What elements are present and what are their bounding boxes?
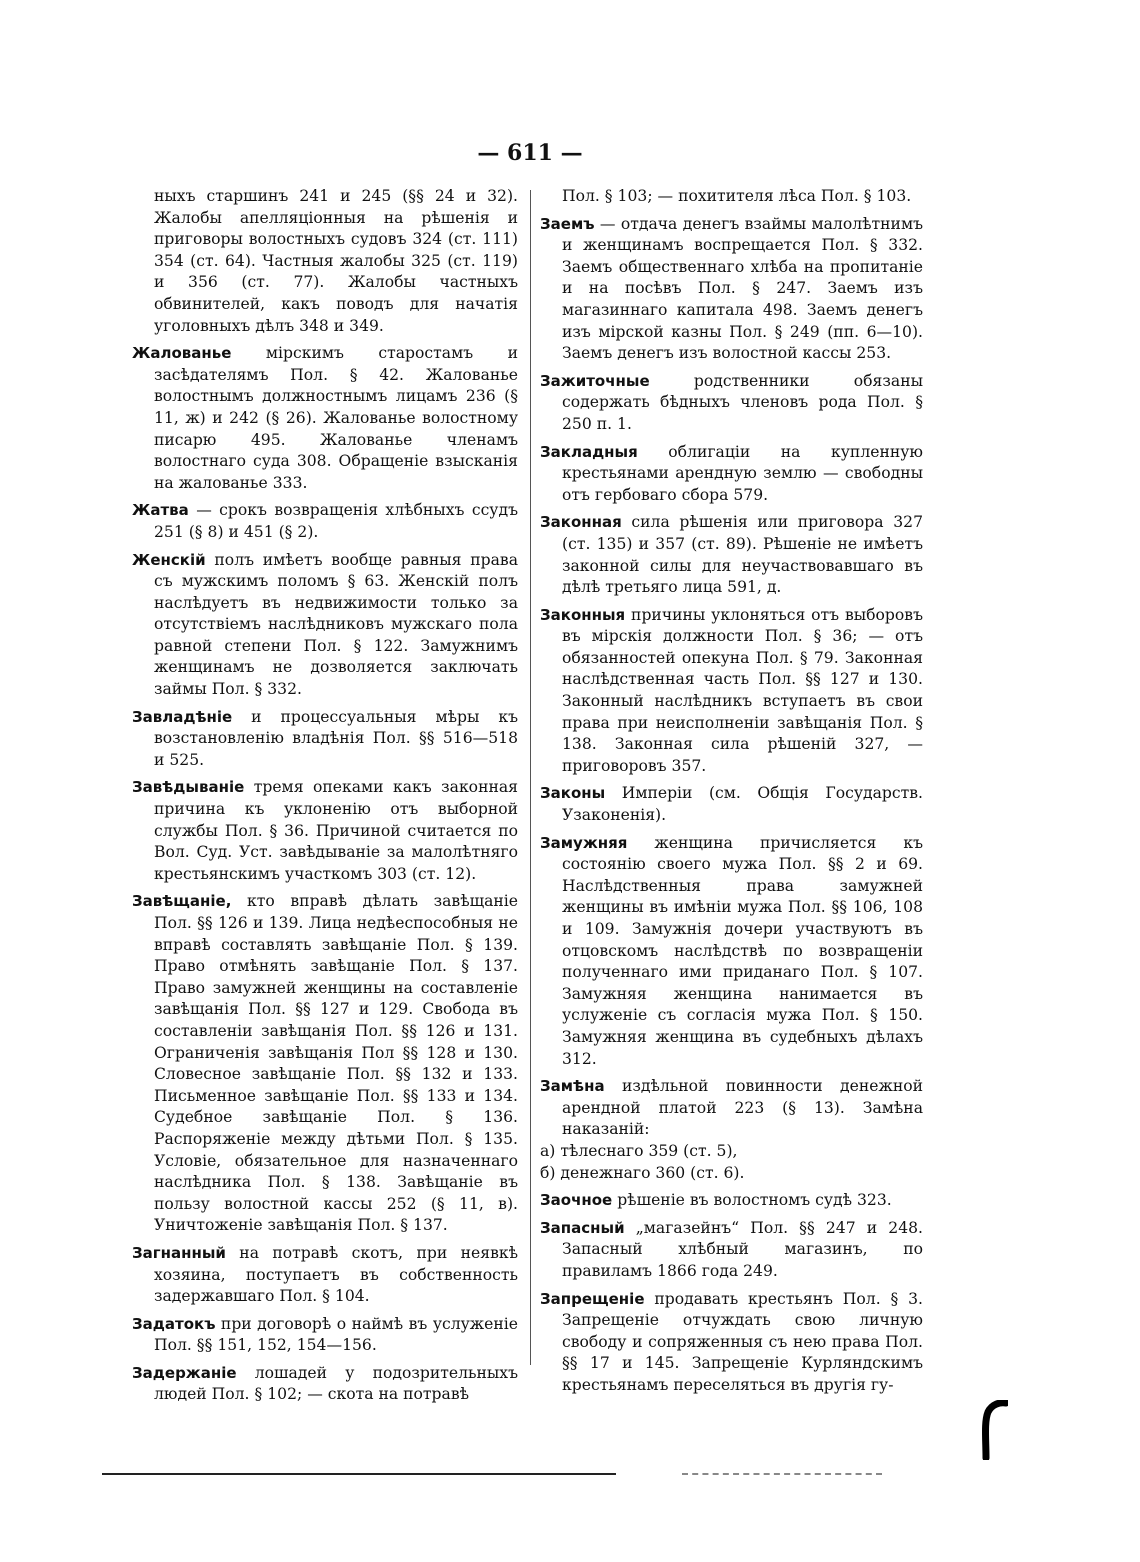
index-entry: [540, 214, 923, 365]
entry-headword: Жатва: [132, 501, 189, 520]
entry-headword: Заочное: [540, 1191, 613, 1210]
entry-text: и процессуальныя мѣры къ возстановленію владѣнія Пол. §§ 516—518 и 525.: [154, 707, 518, 769]
entry-text: при договорѣ о наймѣ въ услуженіе Пол. §§ 151, 152, 154—156.: [154, 1314, 518, 1355]
entry-headword: Зажиточные: [540, 371, 650, 390]
entry-text: — отдача денегъ взаймы малолѣтнимъ и женщинамъ воспрещается Пол. § 332. Заемъ общественнаго хлѣба на пропитаніе и на посѣвъ Пол. § 247. Заемъ изъ магазиннаго капитала 498. Заемъ денегъ изъ мірской казны Пол. § 249 (пп. 6—10). Заемъ денегъ изъ волостной кассы 253.: [562, 214, 923, 363]
right-continuation: Пол. § 103; — похитителя лѣса Пол. § 103.: [562, 187, 912, 205]
entry-text: издѣльной повинности денежной арендной платой 223 (§ 13). Замѣна наказаній:: [562, 1077, 923, 1139]
index-entry: [132, 777, 518, 885]
entry-text: сила рѣшенія или приговора 327 (ст. 135) и 357 (ст. 89). Рѣшеніе не имѣетъ законной силы для неучаствовавшаго въ дѣлѣ третьяго лица 591, д.: [562, 513, 923, 597]
entry-headword: Задатокъ: [132, 1314, 216, 1333]
entry-text: полъ имѣетъ вообще равныя права съ мужскимъ поломъ § 63. Женскій полъ наслѣдуетъ въ недвижимости только за отсутствіемъ наслѣдниковъ мужскаго пола равной степени Пол. § 122. Замужнимъ женщинамъ не дозволяется заключать займы Пол. § 332.: [154, 550, 518, 699]
entry-text: причины уклоняться отъ выборовъ въ мірскія должности Пол. § 36; — отъ обязанностей опекуна Пол. § 79. Законная наслѣдственная часть Пол. §§ 127 и 130. Законный наслѣдникъ вступаетъ въ свои права при неисполненіи завѣщанія Пол. § 138. Законная сила рѣшеній 327, — приговоровъ 357.: [562, 605, 923, 775]
entry-text: мірскимъ старостамъ и засѣдателямъ Пол. § 42. Жалованье волостнымъ должностнымъ лицамъ 236 (§ 11, ж) и 242 (§ 26). Жалованье волостному писарю 495. Жалованье членамъ волостнаго суда 308. Обращеніе взысканія на жалованье 333.: [154, 344, 518, 492]
entry-headword: Завладѣніе: [132, 707, 233, 726]
left-continuation: ныхъ старшинъ 241 и 245 (§§ 24 и 32). Жалобы апелляціонныя на рѣшенія и приговоры волостныхъ судовъ 324 (ст. 111) 354 (ст. 64). Частныя жалобы 325 (ст. 119) и 356 (ст. 77). Жалобы частныхъ обвинителей, какъ поводъ для начатія уголовныхъ дѣлъ 348 и 349.: [154, 187, 518, 335]
entry-text: женщина причисляется къ состоянію своего мужа Пол. §§ 2 и 69. Наслѣдственныя права замужней женщины въ имѣніи мужа Пол. §§ 106, 108 и 109. Замужнія дочери участвуютъ въ отцовскомъ наслѣдствѣ по возвращеніи полученнаго ими приданаго Пол. § 107. Замужняя женщина нанимается въ услуженіе съ согласія мужа Пол. § 150. Замужняя женщина въ судебныхъ дѣлахъ 312.: [562, 833, 923, 1068]
entry-text: облигаціи на купленную крестьянами арендную землю — свободны отъ гербоваго сбора 579.: [562, 442, 923, 504]
index-entry: [540, 783, 923, 826]
left-entries: [132, 343, 518, 1406]
index-entry: [132, 707, 518, 772]
entry-headword: Законы: [540, 784, 606, 803]
index-entry: [132, 500, 518, 543]
entry-headword: Замужняя: [540, 833, 628, 852]
entry-text: рѣшеніе въ волостномъ судѣ 323.: [612, 1191, 892, 1210]
index-entry: [540, 512, 923, 598]
index-entry: [540, 371, 923, 436]
entry-headword: Замѣна: [540, 1077, 605, 1096]
bottom-dash-rule: [682, 1473, 882, 1477]
entry-headword: Закладныя: [540, 442, 638, 461]
entry-headword: Завѣдываніе: [132, 778, 245, 797]
index-entry: [132, 550, 518, 701]
bottom-rule: [102, 1473, 616, 1475]
index-entry: [540, 1076, 923, 1184]
entry-headword: Запасный: [540, 1218, 625, 1237]
index-entry: [132, 1243, 518, 1308]
column-divider: [530, 190, 531, 1365]
index-entry: [132, 1363, 518, 1406]
margin-mark: [978, 1400, 1008, 1460]
entry-text: родственники обязаны содержать бѣдныхъ членовъ рода Пол. § 250 п. 1.: [562, 371, 923, 433]
entry-headword: Законныя: [540, 605, 626, 624]
left-column: [132, 186, 518, 1412]
right-column: [540, 186, 923, 1402]
entry-text: продавать крестьянъ Пол. § 3. Запрещеніе отчуждать свою личную свободу и сопряженныя съ нею права Пол. §§ 17 и 145. Запрещеніе Курляндскимъ крестьянамъ переселяться въ другія гу-: [562, 1289, 923, 1394]
index-entry: [540, 1190, 923, 1212]
entry-headword: Женскій: [132, 550, 206, 569]
index-entry: [540, 605, 923, 778]
entry-text: — срокъ возвращенія хлѣбныхъ ссудъ 251 (§ 8) и 451 (§ 2).: [154, 501, 518, 541]
entry-text: кто вправѣ дѣлать завѣщаніе Пол. §§ 126 и 139. Лица недѣеспособныя не вправѣ составлять завѣщаніе Пол. § 139. Право отмѣнять завѣщаніе Пол. § 137. Право замужней женщины на составленіе завѣщанія Пол. §§ 127 и 129. Свобода въ составленіи завѣщанія Пол. §§ 126 и 131. Ограниченія завѣщанія Пол §§ 128 и 130. Словесное завѣщаніе Пол. §§ 132 и 133. Письменное завѣщаніе Пол. §§ 133 и 134. Судебное завѣщаніе Пол. § 136. Распоряженіе между дѣтьми Пол. § 135. Условіе, обязательное для назначеннаго наслѣдника Пол. § 138. Завѣщаніе въ пользу волостной кассы 252 (§ 11, в). Уничтоженіе завѣщанія Пол. § 137.: [154, 892, 518, 1235]
index-entry: [132, 1314, 518, 1357]
index-entry: [540, 833, 923, 1071]
index-entry: [540, 1289, 923, 1397]
entry-headword: Загнанный: [132, 1243, 226, 1262]
entry-text: лошадей у подозрительныхъ людей Пол. § 102; — скота на потравѣ: [154, 1363, 518, 1404]
entry-sub-item: б) денежнаго 360 (ст. 6).: [540, 1163, 745, 1182]
entry-text: Имперіи (см. Общія Государств. Узаконенія).: [562, 784, 923, 825]
entry-text: на потравѣ скотъ, при неявкѣ хозяина, поступаетъ въ собственность задержавшаго Пол. § 104.: [154, 1243, 518, 1306]
entry-headword: Запрещеніе: [540, 1289, 645, 1308]
entry-text: „магазейнъ“ Пол. §§ 247 и 248. Запасный хлѣбный магазинъ, по правиламъ 1866 года 249.: [562, 1218, 923, 1280]
index-entry: [540, 1218, 923, 1283]
index-entry: [132, 891, 518, 1237]
entry-text: тремя опеками какъ законная причина къ уклоненію отъ выборной службы Пол. § 36. Причиной считается по Вол. Суд. Уст. завѣдываніе за малолѣтняго крестьянскимъ участкомъ 303 (ст. 12).: [154, 778, 518, 883]
entry-headword: Задержаніе: [132, 1363, 237, 1382]
right-entries: [540, 214, 923, 1397]
page-number: — 611 —: [477, 140, 583, 166]
index-entry: [540, 442, 923, 507]
entry-headword: Законная: [540, 513, 622, 532]
entry-headword: Завѣщаніе,: [132, 892, 232, 911]
index-entry: [132, 343, 518, 494]
entry-headword: Жалованье: [132, 344, 232, 363]
entry-sub-item: а) тѣлеснаго 359 (ст. 5),: [540, 1141, 738, 1160]
entry-headword: Заемъ: [540, 214, 595, 233]
